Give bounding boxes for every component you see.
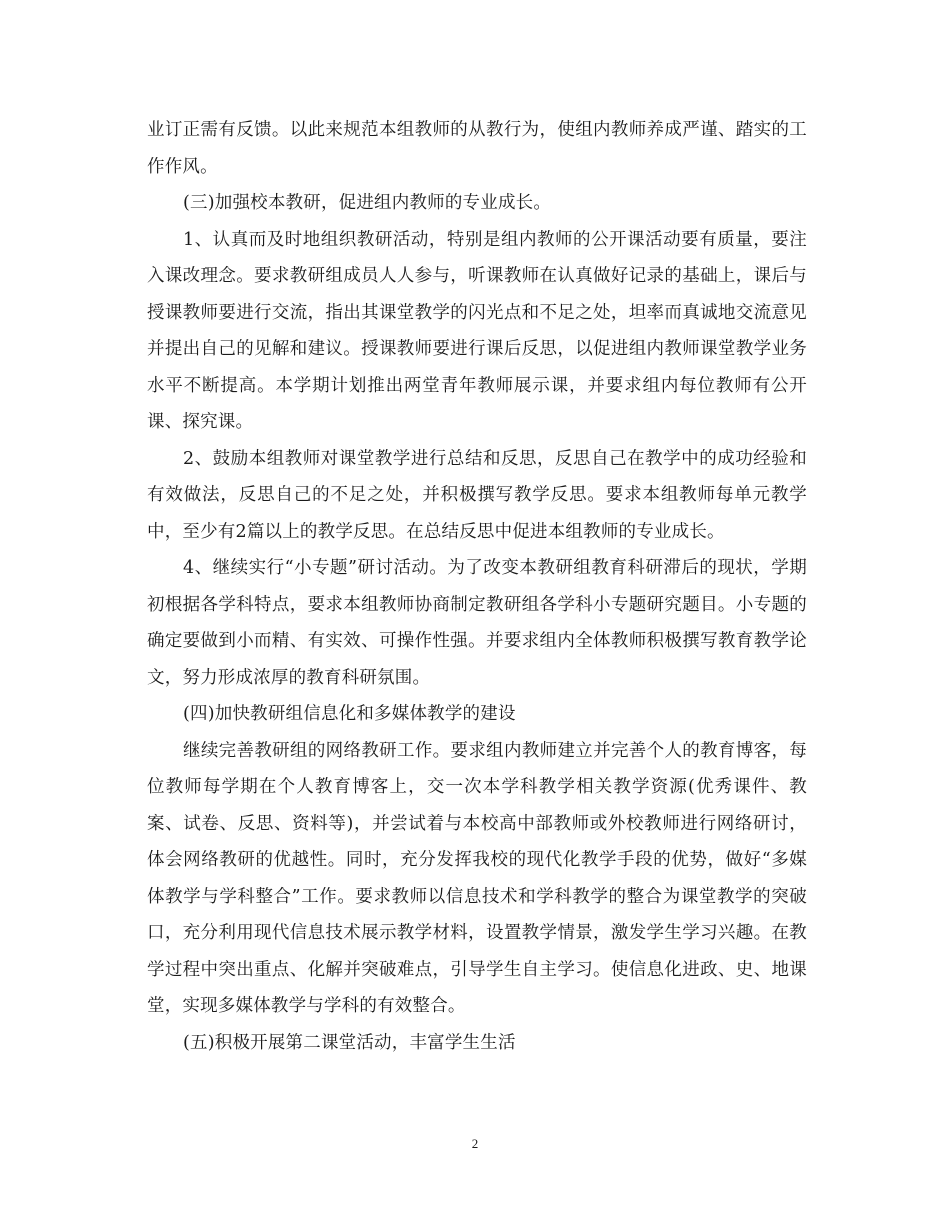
paragraph: 4、继续实行“小专题”研讨活动。为了改变本教研组教育科研滞后的现状，学期初根据各学科特点，要求本组教师协商制定教研组各学科小专题研究题目。小专题的确定要做到小而精、有实效、可操作性强。并要求组内全体教师积极撰写教育教学论文，努力形成浓厚的教育科研氛围。 — [147, 558, 807, 688]
section-heading: (五)积极开展第二课堂活动，丰富学生生活 — [183, 1032, 516, 1053]
section-heading: (三)加强校本教研，促进组内教师的专业成长。 — [183, 193, 552, 213]
document-body — [147, 112, 807, 1061]
paragraph: 1、认真而及时地组织教研活动，特别是组内教师的公开课活动要有质量，要注入课改理念。要求教研组成员人人参与，听课教师在认真做好记录的基础上，课后与授课教师要进行交流，指出其课堂教学的闪光点和不足之处，坦率而真诚地交流意见并提出自己的见解和建议。授课教师要进行课后反思，以促进组内教师课堂教学业务水平不断提高。本学期计划推出两堂青年教师展示课，并要求组内每位教师有公开课、探究课。 — [147, 229, 807, 432]
paragraph: 继续完善教研组的网络教研工作。要求组内教师建立并完善个人的教育博客，每位教师每学期在个人教育博客上，交一次本学科教学相关教学资源(优秀课件、教案、试卷、反思、资料等)，并尝试着与本校高中部教师或外校教师进行网络研讨，体会网络教研的优越性。同时，充分发挥我校的现代化教学手段的优势，做好“多媒体教学与学科整合”工作。要求教师以信息技术和学科教学的整合为课堂教学的突破口，充分利用现代信息技术展示教学材料，设置教学情景，激发学生学习兴趣。在教学过程中突出重点、化解并突破难点，引导学生自主学习。使信息化进政、史、地课堂，实现多媒体教学与学科的有效整合。 — [147, 740, 807, 1016]
page-number: 2 — [471, 1136, 479, 1151]
paragraph: 业订正需有反馈。以此来规范本组教师的从教行为，使组内教师养成严谨、踏实的工作作风。 — [147, 120, 807, 177]
section-heading: (四)加快教研组信息化和多媒体教学的建设 — [183, 704, 516, 724]
paragraph: 2、鼓励本组教师对课堂教学进行总结和反思，反思自己在教学中的成功经验和有效做法，反思自己的不足之处，并积极撰写教学反思。要求本组教师每单元教学中，至少有2篇以上的教学反思。在总结反思中促进本组教师的专业成长。 — [147, 448, 807, 542]
